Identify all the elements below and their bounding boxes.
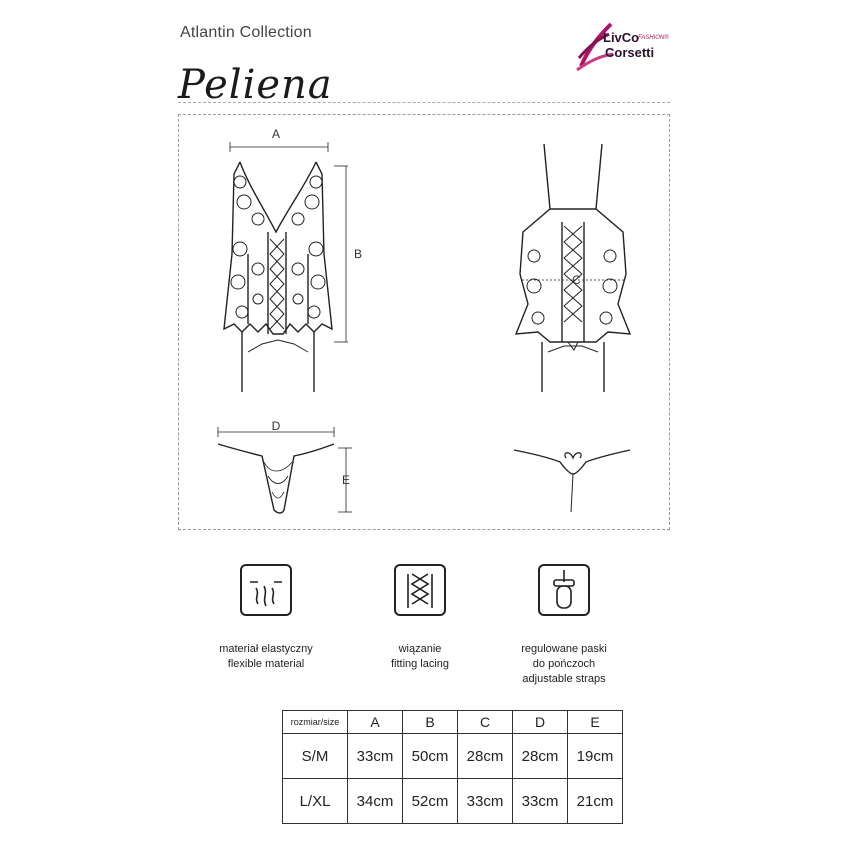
size-cell: 34cm	[348, 779, 403, 824]
size-cell: 33cm	[458, 779, 513, 824]
elastic-waves-icon	[240, 564, 292, 616]
dim-label-b: B	[354, 247, 363, 261]
size-cell: 21cm	[568, 779, 623, 824]
size-cell: 28cm	[513, 734, 568, 779]
dim-label-a: A	[271, 127, 281, 141]
size-label: S/M	[283, 734, 348, 779]
collection-name: Atlantin Collection	[180, 24, 312, 41]
thong-front-drawing	[218, 427, 352, 513]
garment-diagram	[178, 114, 670, 530]
feature-lacing-en: fitting lacing	[390, 658, 450, 670]
feature-elastic-en: flexible material	[227, 658, 305, 670]
corset-back-drawing	[516, 144, 630, 392]
feature-elastic-pl: materiał elastyczny	[219, 643, 313, 655]
size-cell: 19cm	[568, 734, 623, 779]
size-cell: 50cm	[403, 734, 458, 779]
column-header: A	[348, 711, 403, 734]
feature-lacing-pl: wiązanie	[398, 643, 442, 655]
feature-straps-pl-1: regulowane paski	[521, 643, 607, 655]
column-header: B	[403, 711, 458, 734]
feature-straps-en: adjustable straps	[522, 673, 606, 685]
column-header: C	[458, 711, 513, 734]
column-header: D	[513, 711, 568, 734]
column-header: E	[568, 711, 623, 734]
table-row	[283, 779, 623, 824]
lacing-icon	[394, 564, 446, 616]
size-table-header	[283, 711, 623, 734]
size-cell: 33cm	[348, 734, 403, 779]
size-label: L/XL	[283, 779, 348, 824]
table-row	[283, 734, 623, 779]
logo-line2: Corsetti	[605, 45, 655, 60]
strap-clip-icon	[538, 564, 590, 616]
feature-straps-pl-2: do pończoch	[532, 658, 596, 670]
size-cell: 33cm	[513, 779, 568, 824]
product-title: Peliena	[178, 62, 333, 108]
corset-front-drawing	[224, 142, 348, 392]
size-table-corner: rozmiar/size	[283, 711, 348, 734]
dim-label-d: D	[271, 419, 281, 433]
size-table	[282, 710, 623, 824]
brand-logo	[575, 18, 685, 78]
size-cell: 52cm	[403, 779, 458, 824]
dim-label-e: E	[342, 473, 351, 487]
logo-tag: FASHION®	[638, 35, 669, 41]
thong-back-drawing	[514, 450, 630, 512]
logo-line1: LivCo	[603, 30, 640, 45]
dim-label-c: C	[572, 273, 581, 287]
size-cell: 28cm	[458, 734, 513, 779]
header-divider	[178, 102, 670, 103]
